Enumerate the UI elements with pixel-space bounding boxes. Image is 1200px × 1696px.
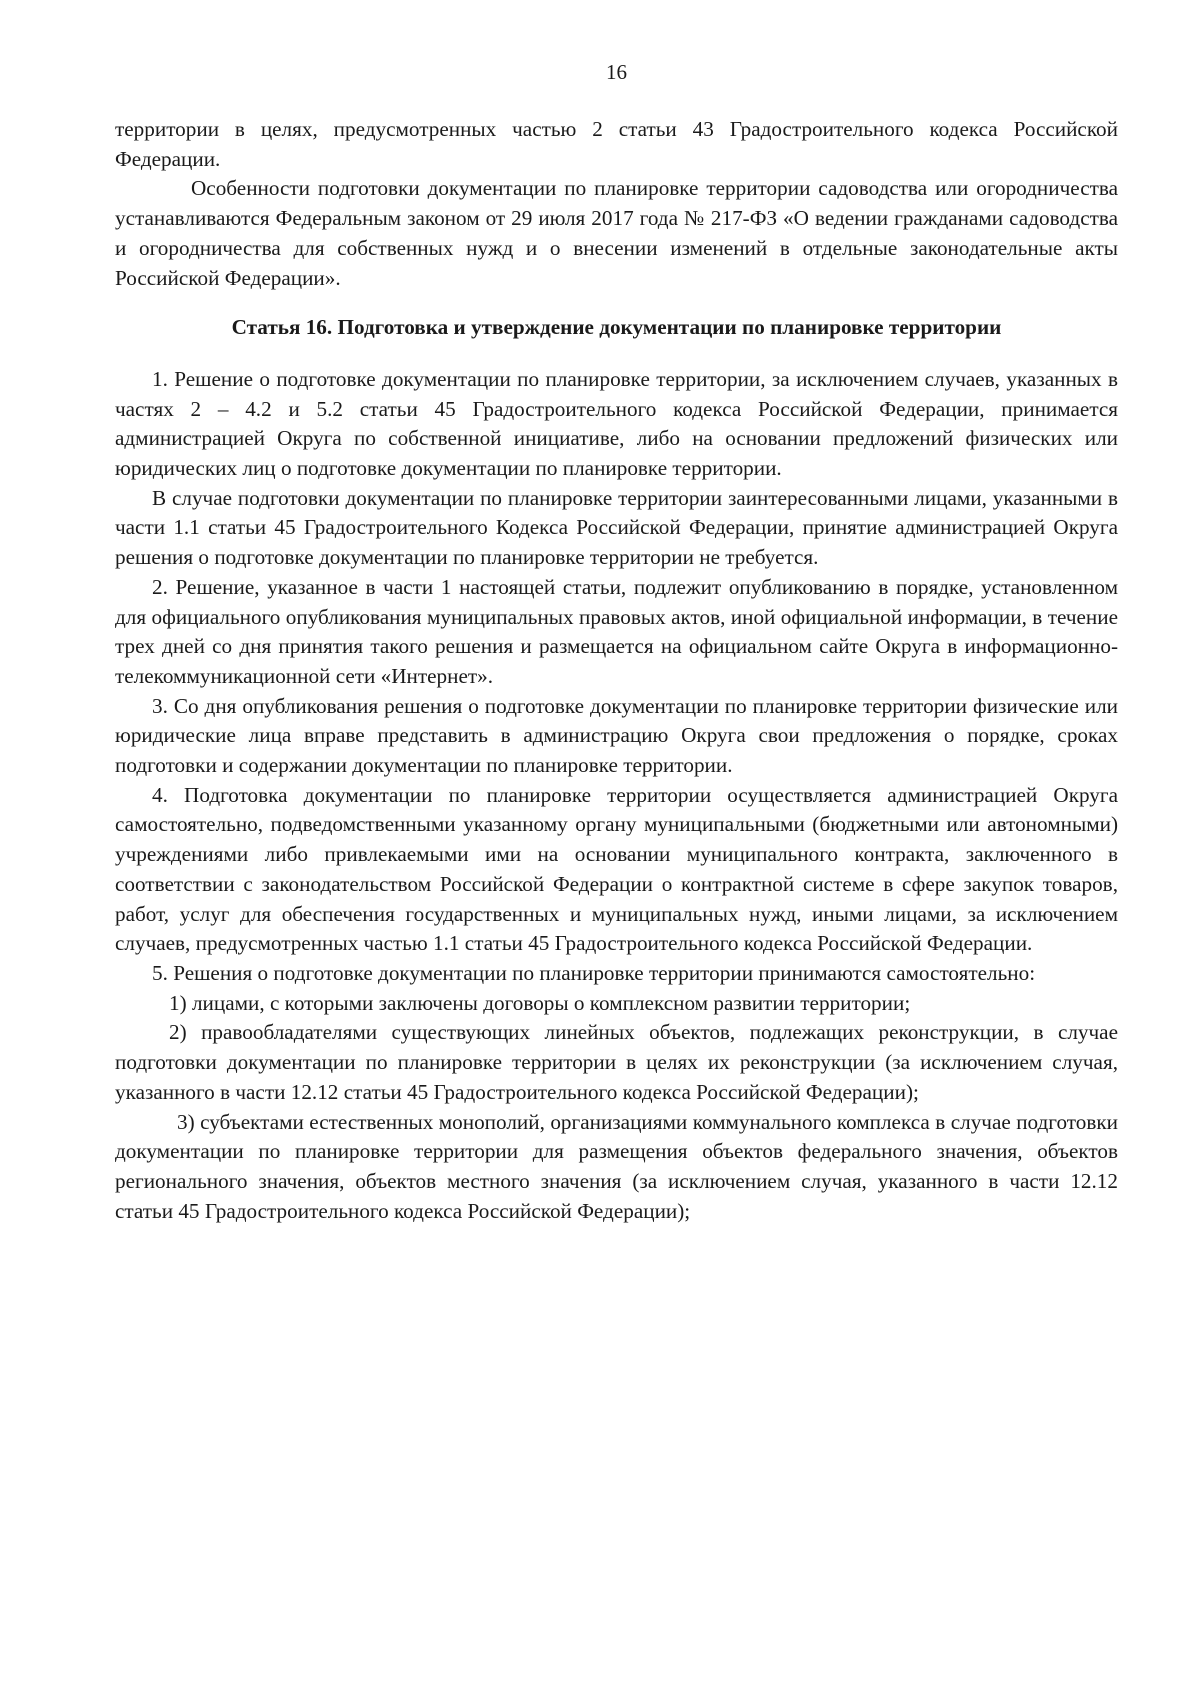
paragraph-item-2: 2. Решение, указанное в части 1 настоящей статьи, подлежит опубликованию в порядке, установленном для официального опубликования муниципальных правовых актов, иной официальной информации, в течение трех дней со дня принятия такого решения и размещается на официальном сайте Округа в информационно-телекоммуникационной сети «Интернет». [115, 574, 1118, 688]
paragraph-subitem-3: 3) субъектами естественных монополий, организациями коммунального комплекса в случае подготовки документации по планировке территории для размещения объектов федерального значения, объектов регионального значения, объектов местного значения (за исключением случая, указанного в части 12.12 статьи 45 Градостроительного кодекса Российской Федерации); [115, 1109, 1118, 1223]
paragraph-item-5: 5. Решения о подготовке документации по планировке территории принимаются самостоятельно: [152, 960, 1036, 985]
paragraph-item-1: 1. Решение о подготовке документации по планировке территории, за исключением случаев, указанных в частях 2 – 4.2 и 5.2 статьи 45 Градостроительного кодекса Российской Федерации, принимается администрацией Округа по собственной инициативе, либо на основании предложений физических или юридических лиц о подготовке документации по планировке территории. [115, 366, 1118, 481]
paragraph-item-1-addendum: В случае подготовки документации по планировке территории заинтересованными лицами, указанными в части 1.1 статьи 45 Градостроительного Кодекса Российской Федерации, принятие администрацией Округа решения о подготовке документации по планировке территории не требуется. [115, 485, 1118, 570]
page-number: 16 [606, 60, 627, 84]
paragraph-subitem-1: 1) лицами, с которыми заключены договоры о комплексном развитии территории; [169, 990, 911, 1015]
document-body [115, 115, 1118, 1226]
paragraph-item-3: 3. Со дня опубликования решения о подготовке документации по планировке территории физические или юридические лица вправе представить в администрацию Округа свои предложения о порядке, сроках подготовки и содержании документации по планировке территории. [115, 693, 1118, 778]
paragraph-gardening-features: Особенности подготовки документации по планировке территории садоводства или огородничества устанавливаются Федеральным законом от 29 июля 2017 года № 217-ФЗ «О ведении гражданами садоводства и огородничества для собственных нужд и о внесении изменений в отдельные законодательные акты Российской Федерации». [115, 176, 1118, 290]
paragraph-continuation: территории в целях, предусмотренных частью 2 статьи 43 Градостроительного кодекса Российской Федерации. [115, 117, 1118, 171]
document-page [115, 0, 1118, 1696]
paragraph-item-4: 4. Подготовка документации по планировке территории осуществляется администрацией Округа самостоятельно, подведомственными указанному органу муниципальными (бюджетными или автономными) учреждениями либо привлекаемыми ими на основании муниципального контракта, заключенного в соответствии с законодательством Российской Федерации о контрактной системе в сфере закупок товаров, работ, услуг для обеспечения государственных и муниципальных нужд, иными лицами, за исключением случаев, предусмотренных частью 1.1 статьи 45 Градостроительного кодекса Российской Федерации. [115, 782, 1118, 956]
paragraph-subitem-2: 2) правообладателями существующих линейных объектов, подлежащих реконструкции, в случае подготовки документации по планировке территории в целях их реконструкции (за исключением случая, указанного в части 12.12 статьи 45 Градостроительного кодекса Российской Федерации); [115, 1020, 1118, 1104]
article-heading: Статья 16. Подготовка и утверждение документации по планировке территории [231, 315, 1002, 340]
